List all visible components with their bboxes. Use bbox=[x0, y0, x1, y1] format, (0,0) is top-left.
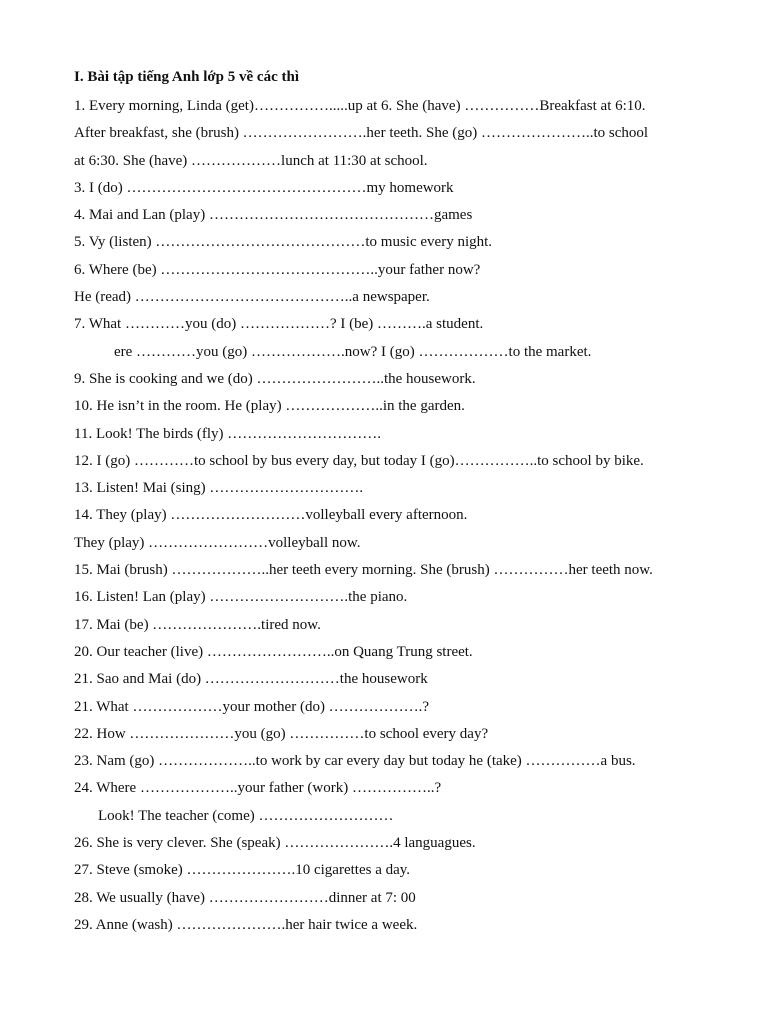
exercise-line: 17. Mai (be) ………………….tired now. bbox=[74, 616, 321, 633]
exercise-line: 11. Look! The birds (fly) …………………………. bbox=[74, 425, 382, 442]
exercise-line: 6. Where (be) ……………………………………..your father now? bbox=[74, 261, 481, 278]
exercise-line: They (play) ……………………volleyball now. bbox=[74, 534, 361, 551]
exercise-line: 7. What …………you (do) ………………? I (be) ……….a student. bbox=[74, 316, 484, 333]
exercise-line: After breakfast, she (brush) …………………….her teeth. She (go) …………………..to school bbox=[74, 125, 649, 142]
exercise-line: 14. They (play) ………………………volleyball every afternoon. bbox=[74, 507, 468, 524]
exercise-line: 27. Steve (smoke) ………………….10 cigarettes a day. bbox=[74, 862, 411, 879]
exercise-line: 3. I (do) …………………………………………my homework bbox=[74, 179, 454, 196]
exercise-line: Look! The teacher (come) ……………………… bbox=[98, 807, 394, 824]
exercise-line: 13. Listen! Mai (sing) …………………………. bbox=[74, 480, 364, 497]
exercise-line: 21. Sao and Mai (do) ………………………the housework bbox=[74, 671, 428, 688]
exercise-line: ere …………you (go) ……………….now? I (go) ………………to the market. bbox=[114, 343, 592, 360]
exercise-line: 21. What ………………your mother (do) ……………….? bbox=[74, 698, 430, 715]
exercise-line: 22. How …………………you (go) ……………to school every day? bbox=[74, 725, 489, 742]
exercise-line: 1. Every morning, Linda (get)…………….....up at 6. She (have) ……………Breakfast at 6:10. bbox=[74, 98, 646, 114]
exercise-line: 9. She is cooking and we (do) ……………………..the housework. bbox=[74, 370, 476, 387]
exercise-line: 24. Where ………………..your father (work) ……………..? bbox=[74, 780, 442, 797]
exercise-line: 26. She is very clever. She (speak) ………………….4 languagues. bbox=[74, 835, 476, 852]
exercise-line: 29. Anne (wash) ………………….her hair twice a week. bbox=[74, 916, 418, 933]
exercise-line: 16. Listen! Lan (play) ……………………….the piano. bbox=[74, 589, 408, 606]
exercise-line: 12. I (go) …………to school by bus every day, but today I (go)……………..to school by bike. bbox=[74, 452, 644, 469]
section-heading: I. Bài tập tiếng Anh lớp 5 về các thì bbox=[74, 69, 299, 85]
exercise-line: 10. He isn’t in the room. He (play) ………………..in the garden. bbox=[74, 398, 465, 415]
exercise-line: 28. We usually (have) ……………………dinner at 7: 00 bbox=[74, 889, 416, 906]
exercise-line: 20. Our teacher (live) ……………………..on Quang Trung street. bbox=[74, 643, 473, 660]
exercise-line: at 6:30. She (have) ………………lunch at 11:30 at school. bbox=[74, 152, 428, 169]
exercise-line: 23. Nam (go) ………………..to work by car every day but today he (take) ……………a bus. bbox=[74, 753, 636, 770]
exercise-list bbox=[74, 96, 734, 942]
exercise-line: 15. Mai (brush) ………………..her teeth every morning. She (brush) ……………her teeth now. bbox=[74, 562, 653, 579]
exercise-line: He (read) ……………………………………..a newspaper. bbox=[74, 289, 430, 306]
exercise-line: 4. Mai and Lan (play) ………………………………………games bbox=[74, 207, 473, 224]
exercise-line: 5. Vy (listen) ……………………………………to music every night. bbox=[74, 234, 493, 251]
